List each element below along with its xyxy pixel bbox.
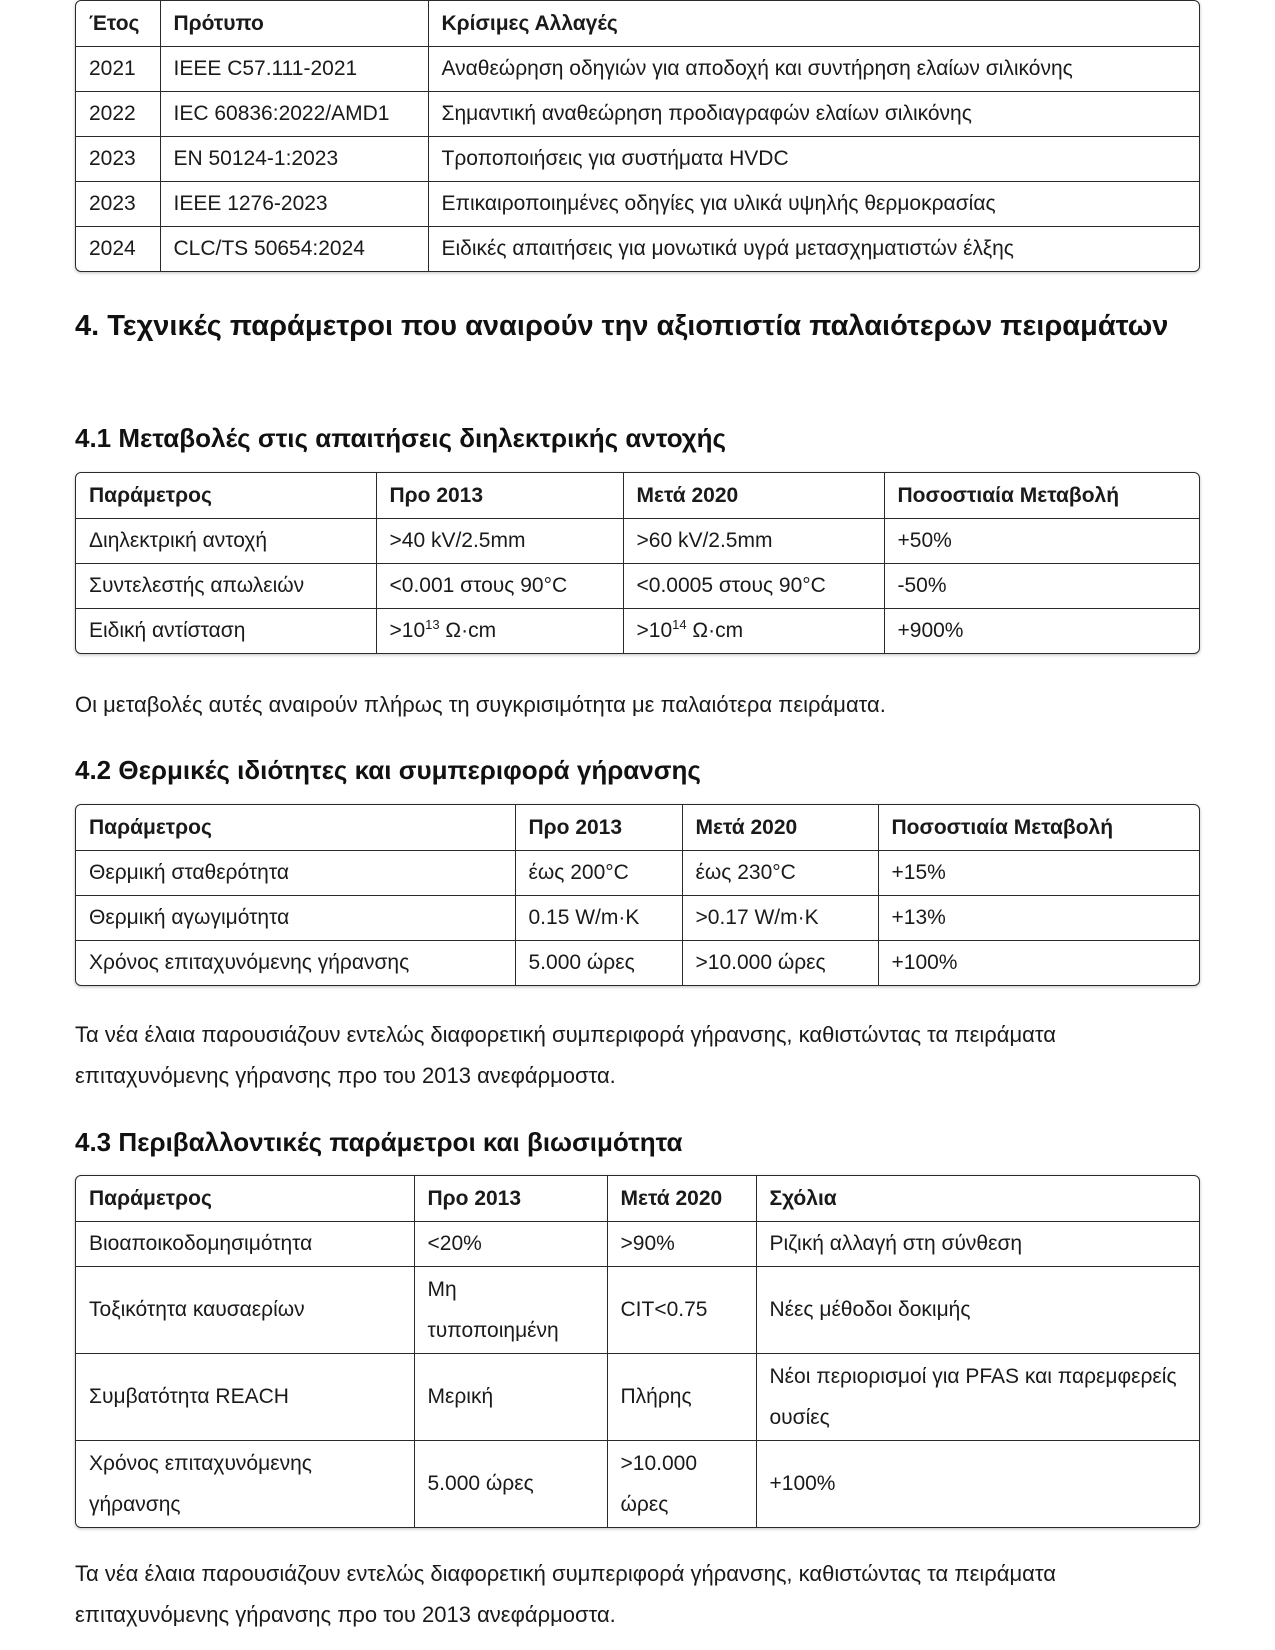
- table-header-row: [76, 1, 1199, 46]
- table-row: [76, 91, 1199, 136]
- table-cell: Χρόνος επιταχυνόμενης γήρανσης: [76, 1440, 414, 1527]
- section-4-3-note: Τα νέα έλαια παρουσιάζουν εντελώς διαφορετική συμπεριφορά γήρανσης, καθιστώντας τα πειράματα επιταχυνόμενης γήρανσης προ του 2013 ανεφάρμοστα.: [75, 1561, 1056, 1627]
- table-cell: Αναθεώρηση οδηγιών για αποδοχή και συντήρηση ελαίων σιλικόνης: [428, 46, 1199, 91]
- table-cell: <0.001 στους 90°C: [376, 563, 623, 608]
- environmental-table: [75, 1175, 1200, 1528]
- table-cell: +13%: [878, 895, 1199, 940]
- table-row: [76, 518, 1199, 563]
- table-row: [76, 895, 1199, 940]
- header-cell: Παράμετρος: [76, 805, 515, 850]
- table-cell: 2023: [76, 136, 160, 181]
- table-row: [76, 226, 1199, 271]
- section-4-2-heading: 4.2 Θερμικές ιδιότητες και συμπεριφορά γήρανσης: [75, 755, 701, 785]
- table-cell: +100%: [769, 1472, 836, 1496]
- table-cell: 5.000 ώρες: [414, 1440, 607, 1527]
- header-cell: Ποσοστιαία Μεταβολή: [878, 805, 1199, 850]
- table-cell: 2022: [76, 91, 160, 136]
- table-cell: EN 50124-1:2023: [160, 136, 428, 181]
- table-cell: +900%: [897, 619, 964, 643]
- table-cell: Ειδικές απαιτήσεις για μονωτικά υγρά μετασχηματιστών έλξης: [441, 237, 1014, 261]
- table-row: [76, 1353, 1199, 1440]
- dielectric-table: [75, 472, 1200, 654]
- header-cell: Προ 2013: [376, 473, 623, 518]
- table-row: [76, 46, 1199, 91]
- value-unit: Ω·cm: [439, 619, 497, 643]
- header-cell: Ποσοστιαία Μεταβολή: [884, 473, 1199, 518]
- table-cell: >60 kV/2.5mm: [623, 518, 884, 563]
- section-4-1-note: Οι μεταβολές αυτές αναιρούν πλήρως τη συγκρισιμότητα με παλαιότερα πειράματα.: [75, 692, 886, 717]
- table-cell: έως 230°C: [682, 850, 878, 895]
- table-row: [76, 1440, 1199, 1527]
- table-cell: CIT<0.75: [607, 1266, 756, 1353]
- table-cell: Μερική: [414, 1353, 607, 1440]
- table-cell: Θερμική σταθερότητα: [76, 850, 515, 895]
- table-cell: [623, 608, 884, 653]
- table-cell: Πλήρης: [607, 1353, 756, 1440]
- table-cell: Νέες μέθοδοι δοκιμής: [756, 1266, 1199, 1353]
- table-cell: Ριζική αλλαγή στη σύνθεση: [756, 1221, 1199, 1266]
- section-4-heading: 4. Τεχνικές παράμετροι που αναιρούν την αξιοπιστία παλαιότερων πειραμάτων: [75, 310, 1169, 342]
- header-cell: Μετά 2020: [607, 1176, 756, 1221]
- table-cell: 2024: [76, 226, 160, 271]
- table-header-row: [76, 473, 1199, 518]
- table-row: [76, 940, 1199, 985]
- table-cell: Συμβατότητα REACH: [76, 1353, 414, 1440]
- table-row: [76, 1266, 1199, 1353]
- exponent: 13: [425, 617, 440, 633]
- table-cell: [376, 608, 623, 653]
- table-cell: 0.15 W/m·K: [515, 895, 682, 940]
- table-header-row: [76, 805, 1199, 850]
- table-cell: >0.17 W/m·K: [682, 895, 878, 940]
- header-cell: Παράμετρος: [76, 473, 376, 518]
- table-cell: Ειδική αντίσταση: [76, 608, 376, 653]
- table-cell: +15%: [878, 850, 1199, 895]
- table-row: [76, 181, 1199, 226]
- value-prefix: >10: [636, 619, 673, 643]
- value-unit: Ω·cm: [686, 619, 744, 643]
- table-row: [76, 563, 1199, 608]
- exponent: 14: [672, 617, 687, 633]
- header-cell: Πρότυπο: [160, 1, 428, 46]
- table-row: [76, 608, 1199, 653]
- table-cell: Βιοαποικοδομησιμότητα: [76, 1221, 414, 1266]
- table-cell: CLC/TS 50654:2024: [160, 226, 428, 271]
- table-cell: Μη τυποποιημένη: [414, 1266, 607, 1353]
- value-prefix: >10: [389, 619, 426, 643]
- table-cell: +50%: [884, 518, 1199, 563]
- table-row: [76, 850, 1199, 895]
- header-cell: Προ 2013: [515, 805, 682, 850]
- table-cell: >40 kV/2.5mm: [376, 518, 623, 563]
- header-cell: Παράμετρος: [76, 1176, 414, 1221]
- table-header-row: [76, 1176, 1199, 1221]
- table-cell: IEC 60836:2022/AMD1: [160, 91, 428, 136]
- table-cell: Διηλεκτρική αντοχή: [76, 518, 376, 563]
- section-4-1-heading: 4.1 Μεταβολές στις απαιτήσεις διηλεκτρικής αντοχής: [75, 423, 727, 453]
- table-cell: Σημαντική αναθεώρηση προδιαγραφών ελαίων σιλικόνης: [428, 91, 1199, 136]
- table-cell: >10.000 ώρες: [607, 1440, 756, 1527]
- header-cell: Προ 2013: [414, 1176, 607, 1221]
- standards-table: [75, 0, 1200, 272]
- table-row: [76, 1221, 1199, 1266]
- table-cell: Συντελεστής απωλειών: [76, 563, 376, 608]
- thermal-table: [75, 804, 1200, 986]
- header-cell: Μετά 2020: [623, 473, 884, 518]
- table-cell: <0.0005 στους 90°C: [623, 563, 884, 608]
- table-cell: >90%: [607, 1221, 756, 1266]
- section-4-2-note: Τα νέα έλαια παρουσιάζουν εντελώς διαφορετική συμπεριφορά γήρανσης, καθιστώντας τα πειράματα επιταχυνόμενης γήρανσης προ του 2013 ανεφάρμοστα.: [75, 1022, 1056, 1088]
- header-cell: Μετά 2020: [682, 805, 878, 850]
- table-cell: >10.000 ώρες: [682, 940, 878, 985]
- header-cell: Κρίσιμες Αλλαγές: [428, 1, 1199, 46]
- table-row: [76, 136, 1199, 181]
- table-cell: IEEE C57.111-2021: [160, 46, 428, 91]
- table-cell: <20%: [414, 1221, 607, 1266]
- section-4-3-heading: 4.3 Περιβαλλοντικές παράμετροι και βιωσιμότητα: [75, 1127, 683, 1157]
- table-cell: Επικαιροποιημένες οδηγίες για υλικά υψηλής θερμοκρασίας: [428, 181, 1199, 226]
- table-cell: 5.000 ώρες: [515, 940, 682, 985]
- table-cell: 2021: [76, 46, 160, 91]
- table-cell: 2023: [76, 181, 160, 226]
- table-cell: Νέοι περιορισμοί για PFAS και παρεμφερείς ουσίες: [756, 1353, 1199, 1440]
- table-cell: έως 200°C: [515, 850, 682, 895]
- table-cell: IEEE 1276-2023: [160, 181, 428, 226]
- table-cell: Τοξικότητα καυσαερίων: [76, 1266, 414, 1353]
- table-cell: Θερμική αγωγιμότητα: [76, 895, 515, 940]
- table-cell: Χρόνος επιταχυνόμενης γήρανσης: [76, 940, 515, 985]
- header-cell: Σχόλια: [756, 1176, 1199, 1221]
- header-cell: Έτος: [76, 1, 160, 46]
- table-cell: -50%: [884, 563, 1199, 608]
- table-cell: +100%: [891, 951, 958, 975]
- table-cell: Τροποποιήσεις για συστήματα HVDC: [428, 136, 1199, 181]
